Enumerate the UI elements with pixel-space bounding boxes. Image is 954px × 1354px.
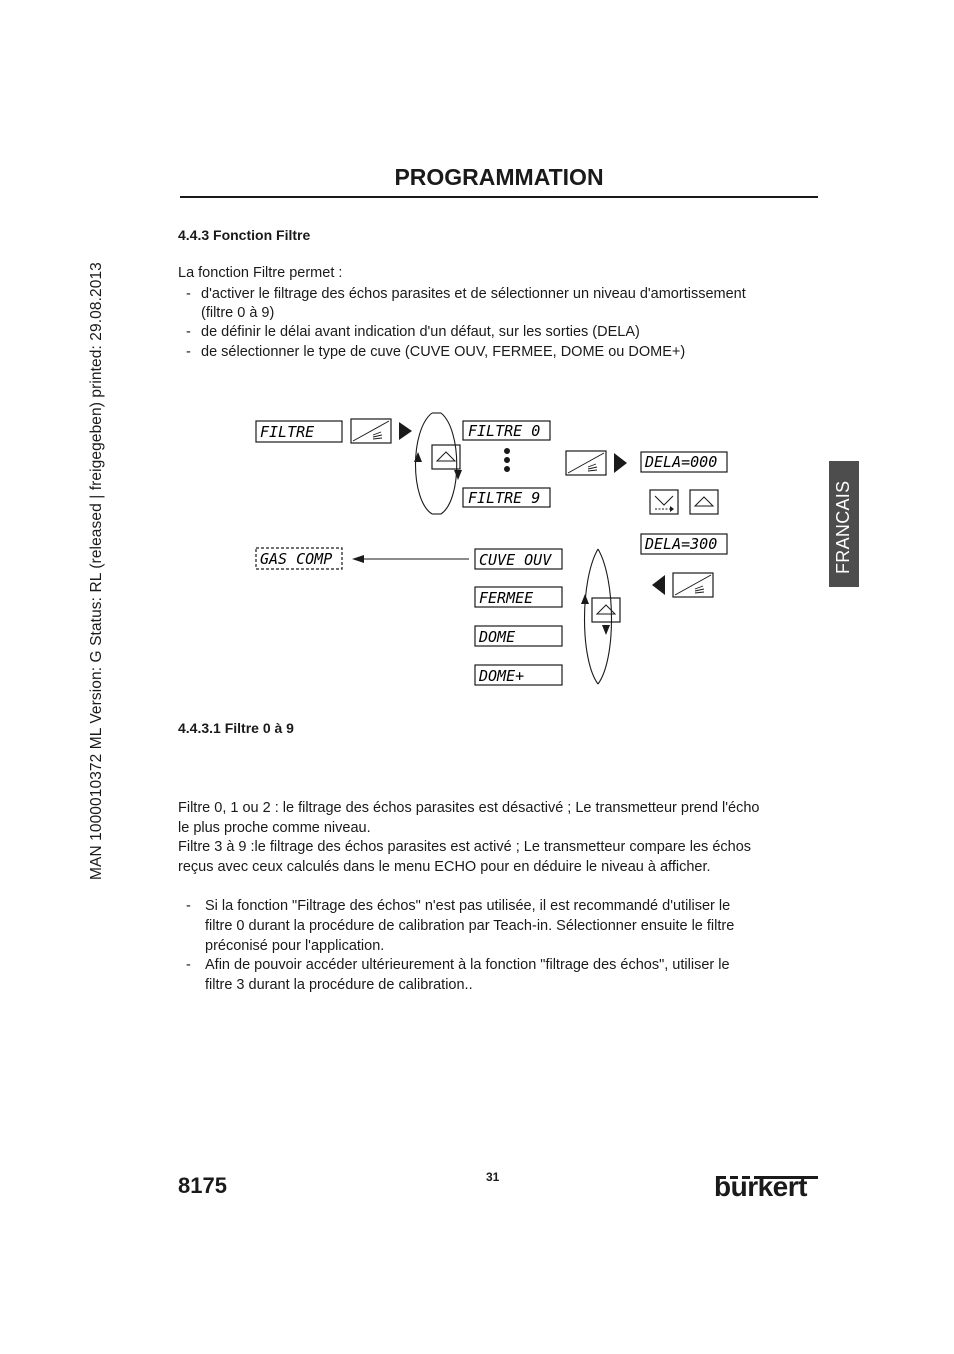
- bullet-dash: -: [186, 324, 191, 340]
- cycle-arrow-down-icon: [454, 470, 462, 480]
- note-line: filtre 3 durant la procédure de calibration..: [205, 977, 473, 993]
- lcd-dela-000-label: DELA=000: [645, 453, 718, 471]
- section-intro: La fonction Filtre permet :: [178, 265, 343, 281]
- cycle-arrow-up-icon: [581, 594, 589, 604]
- note-line: Si la fonction "Filtrage des échos" n'est pas utilisée, il est recommandé d'utiliser le: [205, 898, 731, 914]
- up-key-icon: [690, 490, 718, 514]
- bullet-dash: -: [186, 957, 191, 973]
- section-heading: 4.4.3 Fonction Filtre: [178, 227, 311, 243]
- lcd-gas-comp-label: GAS COMP: [260, 550, 333, 568]
- note-line: préconisé pour l'application.: [205, 938, 385, 954]
- bullet-text: de définir le délai avant indication d'un défaut, sur les sorties (DELA): [201, 324, 640, 340]
- lcd-filtre-9-label: FILTRE 9: [468, 489, 541, 507]
- arrow-left-icon: [652, 575, 665, 595]
- note-line: Afin de pouvoir accéder ultérieurement à la fonction "filtrage des échos", utiliser le: [205, 957, 730, 973]
- paragraph-line: Filtre 3 à 9 :le filtrage des échos parasites est activé ; Le transmetteur compare les échos: [178, 839, 752, 855]
- up-key-icon: [592, 598, 620, 622]
- print-status-note: MAN 1000010372 ML Version: G Status: RL (released | freigegeben) printed: 29.08.2013: [88, 262, 105, 880]
- arrow-right-icon: [614, 453, 627, 473]
- enter-key-icon: [673, 573, 713, 597]
- lcd-fermee-label: FERMEE: [479, 589, 534, 607]
- enter-key-icon: [566, 451, 606, 475]
- lcd-cuve-ouv-label: CUVE OUV: [479, 551, 552, 569]
- page-number: 31: [486, 1170, 500, 1184]
- ellipsis-dot: [504, 466, 510, 472]
- model-number: 8175: [178, 1173, 227, 1198]
- bullet-text: d'activer le filtrage des échos parasites et de sélectionner un niveau d'amortissement: [201, 286, 746, 302]
- lcd-dela-300-label: DELA=300: [645, 535, 718, 553]
- lcd-filtre-0-label: FILTRE 0: [468, 422, 541, 440]
- arrow-left-icon: [352, 555, 364, 563]
- cycle-arrow-down-icon: [602, 625, 610, 635]
- enter-key-icon: [351, 419, 391, 443]
- paragraph-line: Filtre 0, 1 ou 2 : le filtrage des échos parasites est désactivé ; Le transmetteur prend l'écho: [178, 800, 760, 816]
- language-tab-label: FRANCAIS: [833, 480, 853, 574]
- bullet-text: de sélectionner le type de cuve (CUVE OUV, FERMEE, DOME ou DOME+): [201, 344, 686, 360]
- cycle-loop: [416, 413, 433, 514]
- bullet-text-cont: (filtre 0 à 9): [201, 305, 275, 321]
- paragraph-line: reçus avec ceux calculés dans le menu ECHO pour en déduire le niveau à afficher.: [178, 859, 711, 875]
- bullet-dash: -: [186, 898, 191, 914]
- bullet-dash: -: [186, 344, 191, 360]
- down-key-icon: [650, 490, 678, 514]
- paragraph-line: le plus proche comme niveau.: [178, 820, 371, 836]
- lcd-filtre-label: FILTRE: [260, 423, 315, 441]
- arrow-right-icon: [399, 422, 412, 440]
- note-line: filtre 0 durant la procédure de calibration par Teach-in. Sélectionner ensuite le filtre: [205, 918, 735, 934]
- brand-logo: burkert: [714, 1171, 807, 1202]
- ellipsis-dot: [504, 448, 510, 454]
- bullet-dash: -: [186, 286, 191, 302]
- subsection-heading: 4.4.3.1 Filtre 0 à 9: [178, 720, 294, 736]
- lcd-dome-label: DOME: [479, 628, 516, 646]
- ellipsis-dot: [504, 457, 510, 463]
- lcd-dome-plus-label: DOME+: [479, 667, 525, 685]
- page-title: PROGRAMMATION: [394, 164, 604, 190]
